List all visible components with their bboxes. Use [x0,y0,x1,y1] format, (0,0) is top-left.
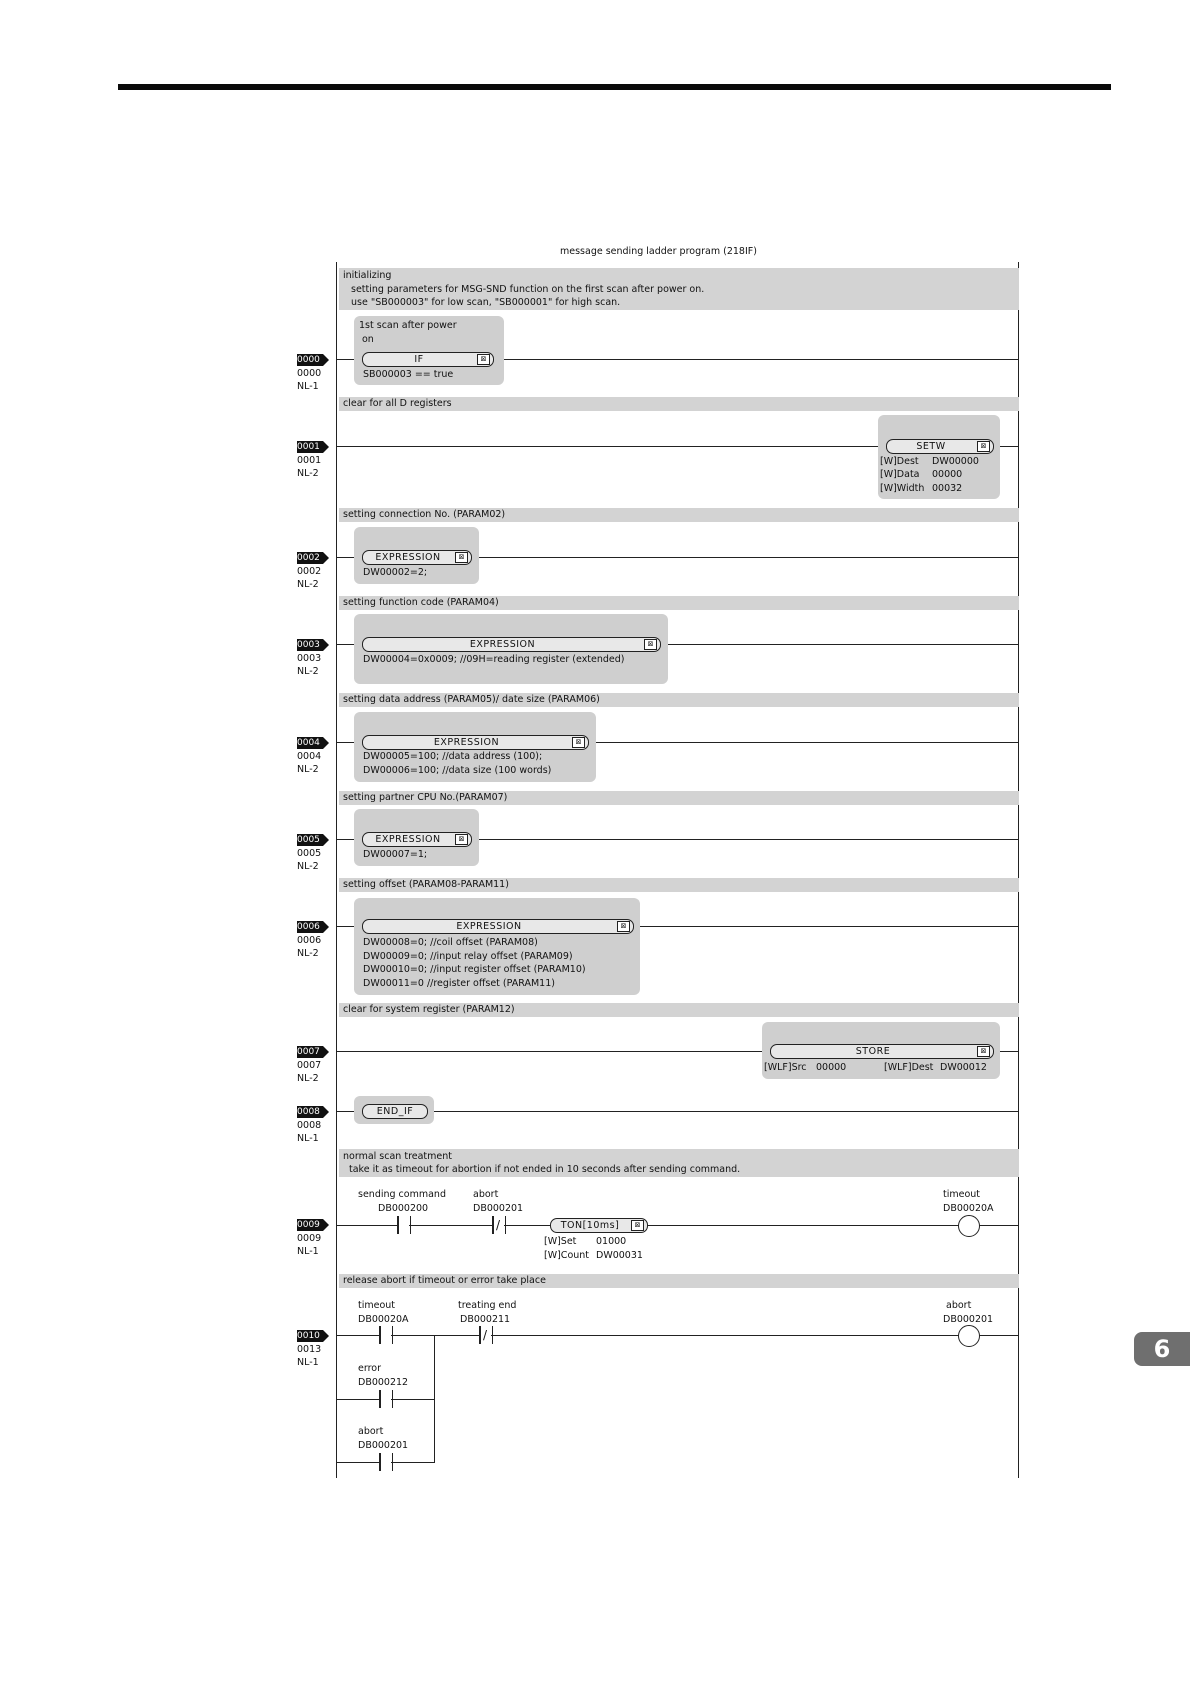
expression-instruction[interactable]: EXPRESSION ⊠ [362,550,472,565]
comment-func: setting function code (PARAM04) [339,596,1019,610]
chapter-tab: 6 [1134,1332,1190,1366]
expression-instruction[interactable]: EXPRESSION ⊠ [362,637,661,652]
expand-icon[interactable]: ⊠ [455,552,468,563]
comment-release: release abort if timeout or error take place [339,1274,1019,1288]
store-instruction[interactable]: STORE ⊠ [770,1044,994,1059]
coil-timeout[interactable] [958,1215,980,1237]
expression-instruction[interactable]: EXPRESSION ⊠ [362,735,589,750]
comment-sysreg: clear for system register (PARAM12) [339,1003,1019,1017]
contact-no[interactable] [394,1216,414,1234]
contact-no[interactable] [376,1453,396,1471]
left-power-rail [336,262,337,1478]
right-power-rail [1018,262,1019,1478]
expand-icon[interactable]: ⊠ [455,834,468,845]
expand-icon[interactable]: ⊠ [644,639,657,650]
rung-wire [336,1111,1018,1112]
expand-icon[interactable]: ⊠ [631,1220,644,1231]
contact-no[interactable] [376,1390,396,1408]
comment-offset: setting offset (PARAM08-PARAM11) [339,878,1019,892]
contact-nc[interactable]: / [489,1216,509,1234]
diagram-title: message sending ladder program (218IF) [560,246,757,257]
expression-instruction[interactable]: EXPRESSION ⊠ [362,919,634,934]
expand-icon[interactable]: ⊠ [617,921,630,932]
contact-nc[interactable]: / [476,1326,496,1344]
rung-wire [336,1225,1018,1226]
contact-no[interactable] [376,1326,396,1344]
expand-icon[interactable]: ⊠ [572,737,585,748]
expand-icon[interactable]: ⊠ [977,441,990,452]
comment-addr: setting data address (PARAM05)/ date size (PARAM06) [339,693,1019,707]
comment-conn: setting connection No. (PARAM02) [339,508,1019,522]
expand-icon[interactable]: ⊠ [977,1046,990,1057]
expand-icon[interactable]: ⊠ [477,354,490,365]
comment-initializing: initializing setting parameters for MSG-SND function on the first scan after power on. use "SB000003" for low scan, "SB000001" for high scan. [339,268,1019,310]
setw-instruction[interactable]: SETW ⊠ [886,439,994,454]
coil-abort[interactable] [958,1325,980,1347]
ladder-diagram: message sending ladder program (218IF) initializing setting parameters for MSG-SND function on the first scan after power on. use "SB000003" for low scan, "SB000001" for high scan. clear for all D registers setting connection No. (PARAM02) setting function code (PARAM04) setting data address (PARAM05)/ date size (PARAM06) setting partner CPU No.(PARAM07) setting offset (PARAM08-PARAM11) clear for system register (PARAM12) normal scan treatment take it as timeout for abortion if not ended in 10 seconds after sending command. release abort if timeout or error take place 0000 0000 NL-1 0001 0001 NL-2 0002 0002 NL-2 0003 0003 NL-2 0004 0004 NL-2 0005 0005 NL-2 0006 0006 NL-2 0007 0007 NL-2 0008 0008 NL-1 0009 0009 NL-1 0010 0013 NL-1 1st scan after power on IF ⊠ SB000003 == true SETW ⊠ [W]Dest DW00000 [W]Data 00000 [W]Width 00032 EXPRESSION ⊠ DW00002=2; EXPRESSION ⊠ DW00004=0x0009; //09H=reading register (extended) EXPRESSION ⊠ DW00005=100; //data address (100); DW00006=100; //data size (100 words) EXPRESSION ⊠ DW00007=1; EXPRESSION ⊠ DW00008=0; //coil offset (PARAM08) DW00009=0; //input relay offset (PARAM09) DW00010=0; //input register offset (PARAM10) DW00011=0 //register offset (PARAM11) STORE ⊠ [WLF]Src 00000 [WLF]Dest DW00012 END_IF sending command DB000200 abort DB000201 / TON[10ms] ⊠ [W]Set 01000 [W]Count DW00031 timeout DB00020A timeout DB00020A treating end DB000211 / abort DB000201 error DB000212 abort DB000201 [0,0,1190,1684]
rung-wire [336,1335,1018,1336]
ton-instruction[interactable]: TON[10ms] ⊠ [550,1218,648,1233]
comment-cpu: setting partner CPU No.(PARAM07) [339,791,1019,805]
comment-normal: normal scan treatment take it as timeout for abortion if not ended in 10 seconds after sending command. [339,1149,1019,1177]
expression-instruction[interactable]: EXPRESSION ⊠ [362,832,472,847]
end-if-instruction[interactable]: END_IF [362,1104,428,1119]
comment-clear-d: clear for all D registers [339,397,1019,411]
if-instruction[interactable]: IF ⊠ [362,352,494,367]
